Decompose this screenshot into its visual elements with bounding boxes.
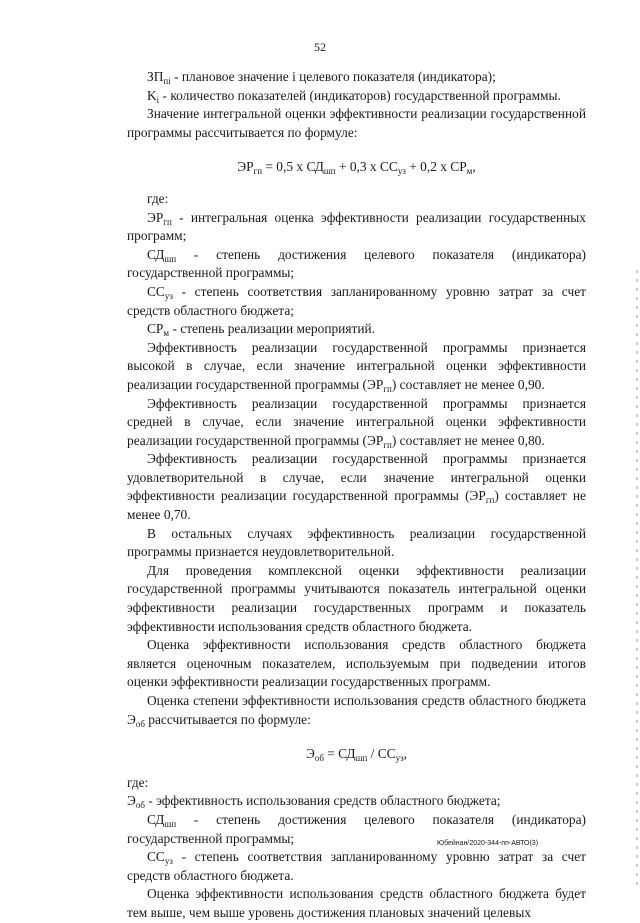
- formula-intro: Значение интегральной оценки эффективности реализации государственной программы рассчитывается по формуле:: [127, 106, 586, 140]
- definition-eob: $Э_{об}$ - эффективность использования средств областного бюджета;: [127, 793, 501, 811]
- document-body: [127, 68, 586, 923]
- definition-ss: $СС_{уз}$ - степень соответствия запланированному уровню затрат за счет средств областного бюджета;: [127, 283, 586, 318]
- complex-evaluation-paragraph: Для проведения комплексной оценки эффективности реализации государственной программы учитываются показатель интегральной оценки эффективности реализации государственных программ и показатель эффективности использования средств областного бюджета.: [127, 562, 586, 634]
- efficiency-high-paragraph: Эффективность реализации государственной программы признается высокой в случае, если значение интегральной оценки эффективности реализации государственной программы $(ЭР_{гп})$ составляет не менее 0,90.: [127, 339, 586, 394]
- where-label-2: где:: [127, 774, 149, 790]
- budget-formula: $Э_{об} = СД_{шп} / СС_{уз}$,: [305, 746, 408, 764]
- document-code: Юбейнан/2020-344-пп-АВТО(3): [437, 840, 539, 847]
- where-label: где:: [147, 190, 169, 206]
- budget-formula-intro: Оценка степени эффективности использования средств областного бюджета $Э_{об}$ рассчитывается по формуле:: [127, 693, 586, 729]
- page-number: 52: [314, 40, 326, 54]
- integral-formula: $ЭР_{гп} = 0,5$ х $СД_{шп} + 0,3$ х $СС_{уз} + 0,2$ х $СР_м$,: [237, 159, 476, 177]
- definition-ss-2: $СС_{уз}$ - степень соответствия запланированному уровню затрат за счет средств областного бюджета.: [127, 849, 586, 883]
- definition-erg: $ЭР_{гп}$ - интегральная оценка эффективности реализации государственных программ;: [127, 209, 586, 244]
- definition-zp: $ЗП_{пi}$ - плановое значение i целевого показателя (индикатора);: [147, 69, 496, 86]
- definition-k: $K_i$ - количество показателей (индикаторов) государственной программы.: [147, 87, 561, 105]
- definition-sd: $СД_{шп}$ - степень достижения целевого показателя (индикатора) государственной программы;: [127, 246, 586, 281]
- efficiency-satisfactory-paragraph: Эффективность реализации государственной программы признается удовлетворительной в случае, если значение интегральной оценки эффективности реализации государственной программы $(ЭР_{гп})$ составляет не менее 0,70.: [127, 451, 586, 523]
- definition-sd-2: $СД_{шп}$ - степень достижения целевого показателя (индикатора) государственной программы;: [127, 811, 586, 846]
- scan-edge-artifact: [636, 270, 638, 890]
- efficiency-medium-paragraph: Эффективность реализации государственной программы признается средней в случае, если значение интегральной оценки эффективности реализации государственной программы $(ЭР_{гп})$ составляет не менее 0,80.: [127, 395, 586, 450]
- efficiency-unsatisfactory-paragraph: В остальных случаях эффективность реализации государственной программы признается неудовлетворительной.: [127, 525, 586, 560]
- definition-sr: $СР_м$ - степень реализации мероприятий.: [147, 321, 376, 339]
- closing-paragraph: Оценка эффективности использования средств областного бюджета будет тем выше, чем выше уровень достижения плановых значений целевых: [127, 886, 586, 920]
- budget-evaluation-paragraph: Оценка эффективности использования средств областного бюджета является оценочным показателем, используемым при подведении итогов оценки эффективности реализации государственных программ.: [127, 637, 586, 690]
